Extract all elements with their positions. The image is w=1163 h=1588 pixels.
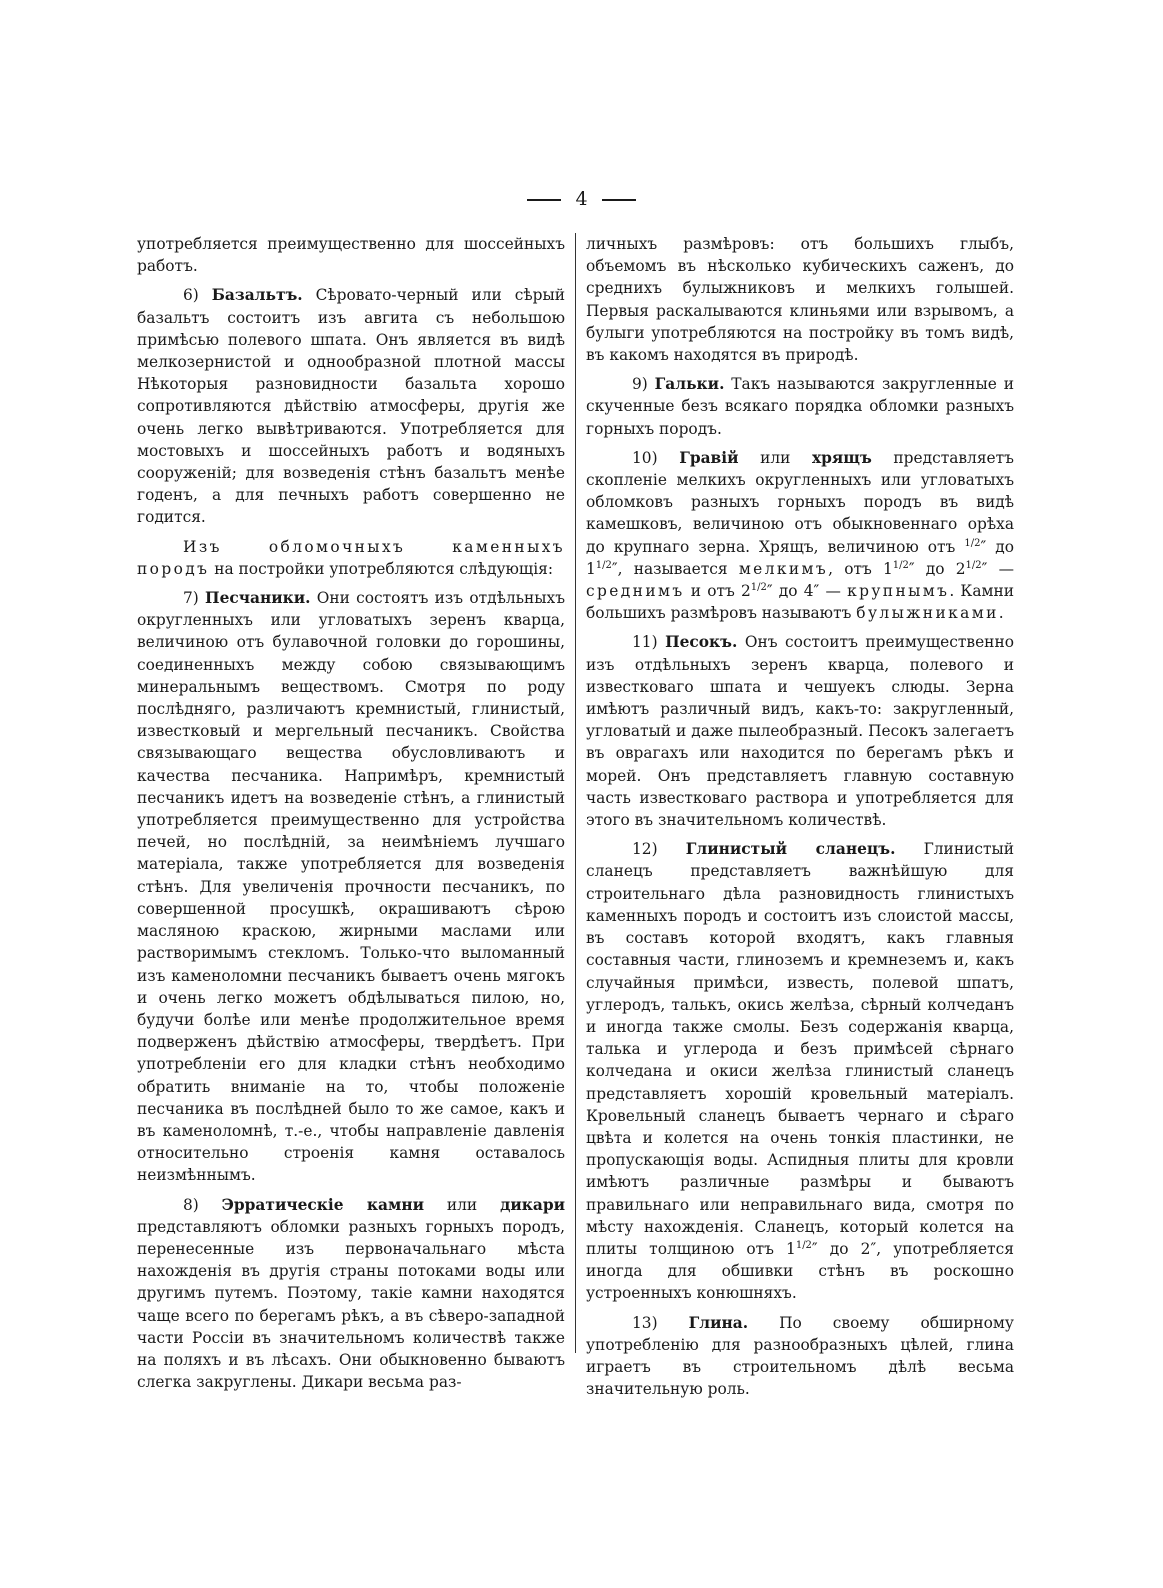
column-divider [575, 233, 576, 1353]
spaced-large: крупнымъ [847, 582, 950, 601]
term-slate: Глинистый сланецъ. [685, 840, 896, 859]
spaced-boulders: булыжниками. [856, 604, 1007, 623]
term-dikari: дикари [500, 1195, 565, 1214]
paragraph-basalt: 6) Базальтъ. Сѣровато-черный или сѣрый базальтъ состоитъ изъ авгита съ небольшою примѣсью полевого шпата. Онъ является въ видѣ мелкозернистой и однообразной плотной массы Нѣкоторыя разновидности базальта хорошо сопротивляются дѣйствію атмосферы, другія же очень легко вывѣтриваются. Употребляется для мостовыхъ и шоссейныхъ работъ и водяныхъ сооруженій; для возведенія стѣнъ базальтъ менѣе годенъ, а для печныхъ работъ совершенно не годится. [137, 286, 565, 527]
term-basalt: Базальтъ. [211, 286, 303, 305]
paragraph-continuation-right: личныхъ размѣровъ: отъ большихъ глыбъ, объемомъ въ нѣсколько кубическихъ саженъ, до среднихъ булыжниковъ и мелкихъ голышей. Первыя раскалываются клиньями или взрывомъ, а булыги употребляются на постройку въ томъ видѣ, въ какомъ находятся въ природѣ. [586, 235, 1014, 365]
paragraph-clastic-intro: Изъ обломочныхъ каменныхъ породъ на постройки употребляются слѣдующія: [137, 537, 565, 578]
term-gravel: Гравій [679, 448, 739, 467]
page-number-dash-left [527, 199, 561, 201]
paragraph-clay: 13) Глина. По своему обширному употребленію для разнообразныхъ цѣлей, глина играетъ въ строительномъ дѣлѣ весьма значительную роль. [586, 1313, 1014, 1399]
paragraph-sandstone: 7) Песчаники. Они состоятъ изъ отдѣльныхъ округленныхъ или угловатыхъ зеренъ кварца, величиною отъ булавочной головки до горошины, соединенныхъ между собою связывающимъ минеральнымъ веществомъ. Смотря по роду послѣдняго, различаютъ кремнистый, глинистый, известковый и мергельный песчаникъ. Свойства связывающаго вещества обусловливаютъ и качества песчаника. Напримѣръ, кремнистый песчаникъ идетъ на возведеніе стѣнъ, а глинистый употребляется преимущественно для устройства печей, но послѣдній, за неимѣніемъ лучшаго матеріала, также употребляется для возведенія стѣнъ. Для увеличенія прочности песчаникъ, по совершенной просушкѣ, окрашиваютъ сѣрою масляною краскою, жирными маслами или растворимымъ стекломъ. Только-что выломанный изъ каменоломни песчаникъ бываетъ очень мягокъ и очень легко можетъ обдѣлываться пилою, но, будучи болѣе или менѣе продолжительное время подверженъ дѣйствію атмосферы, твердѣетъ. При употребленіи его для кладки стѣнъ необходимо обратить вниманіе на то, чтобы положеніе песчаника въ послѣдней было то же самое, какъ и въ каменоломнѣ, т.-е., чтобы направленіе давленія относительно строенія камня оставалось неизмѣннымъ. [137, 589, 565, 1185]
paragraph-slate: 12) Глинистый сланецъ. Глинистый сланецъ представляетъ важнѣйшую для строительнаго дѣла разновидность глинистыхъ каменныхъ породъ и состоитъ изъ слоистой массы, въ составъ которой входятъ, какъ главныя составныя части, глиноземъ и кремнеземъ и, какъ случайныя примѣси, известь, полевой шпатъ, углеродъ, талькъ, окись желѣза, сѣрный колчеданъ и иногда также смолы. Безъ содержанія кварца, талька и углерода и безъ примѣсей сѣрнаго колчедана и окиси желѣза глинистый сланецъ представляетъ хорошій кровельный матеріалъ. Кровельный сланецъ бываетъ чернаго и сѣраго цвѣта и колется на очень тонкія пластинки, не пропускающія воды. Аспидныя плиты для кровли имѣютъ различные размѣры и бываютъ правильнаго или неправильнаго вида, смотря по мѣсту нахожденія. Сланецъ, который колется на плиты толщиною отъ $1^{1/2}''$ до 2″, употребляется иногда для обшивки стѣнъ въ роскошно устроенныхъ конюшняхъ. [586, 840, 1014, 1303]
term-pebbles: Гальки. [654, 375, 725, 394]
paragraph-pebbles: 9) Гальки. Такъ называются закругленные и скученные безъ всякаго порядка обломки разныхъ горныхъ породъ. [586, 375, 1014, 438]
spaced-heading: Изъ обломочныхъ каменныхъ породъ [137, 537, 565, 578]
left-column [137, 233, 565, 1400]
term-sand: Песокъ. [665, 633, 738, 652]
term-clay: Глина. [688, 1313, 749, 1332]
paragraph-erratic: 8) Эрратическіе камни или дикари представляютъ обломки разныхъ горныхъ породъ, перенесенные изъ первоначальнаго мѣста нахожденія въ другія страны потоками воды или другимъ путемъ. Поэтому, такіе камни находятся чаще всего по берегамъ рѣкъ, а въ сѣверо-западной части Россіи въ значительномъ количествѣ также на поляхъ и въ лѣсахъ. Они обыкновенно бываютъ слегка закруглены. Дикари весьма раз- [137, 1195, 565, 1392]
term-sandstone: Песчаники. [205, 589, 311, 608]
term-khryashch: хрящъ [812, 448, 872, 467]
page-number [0, 188, 1163, 210]
term-erratic: Эрратическіе камни [221, 1195, 425, 1214]
spaced-small: мелкимъ [738, 559, 829, 578]
spaced-medium: среднимъ [586, 582, 685, 601]
page-number-text: 4 [575, 188, 588, 210]
paragraph-continuation: употребляется преимущественно для шоссейныхъ работъ. [137, 235, 565, 276]
right-column [586, 233, 1014, 1407]
page-number-dash-right [602, 199, 636, 201]
paragraph-sand: 11) Песокъ. Онъ состоитъ преимущественно изъ отдѣльныхъ зеренъ кварца, полевого и известковаго шпата и чешуекъ слюды. Зерна имѣютъ различный видъ, какъ-то: закругленный, угловатый и даже пылеобразный. Песокъ залегаетъ въ оврагахъ или находится по берегамъ рѣкъ и морей. Онъ представляетъ главную составную часть известковаго раствора и употребляется для этого въ значительномъ количествѣ. [586, 633, 1014, 830]
paragraph-gravel: 10) Гравій или хрящъ представляетъ скопленіе мелкихъ округленныхъ или угловатыхъ обломковъ разныхъ горныхъ породъ въ видѣ камешковъ, величиною отъ обыкновеннаго орѣха до крупнаго зерна. Хрящъ, величиною отъ $^{1/2}$″ до $1^{1/2}''$, называется мелкимъ, отъ $1^{1/2}''$ до $2^{1/2}''$ — среднимъ и отъ $2^{1/2}''$ до 4″ — крупнымъ. Камни большихъ размѣровъ называютъ булыжниками. [586, 448, 1014, 623]
